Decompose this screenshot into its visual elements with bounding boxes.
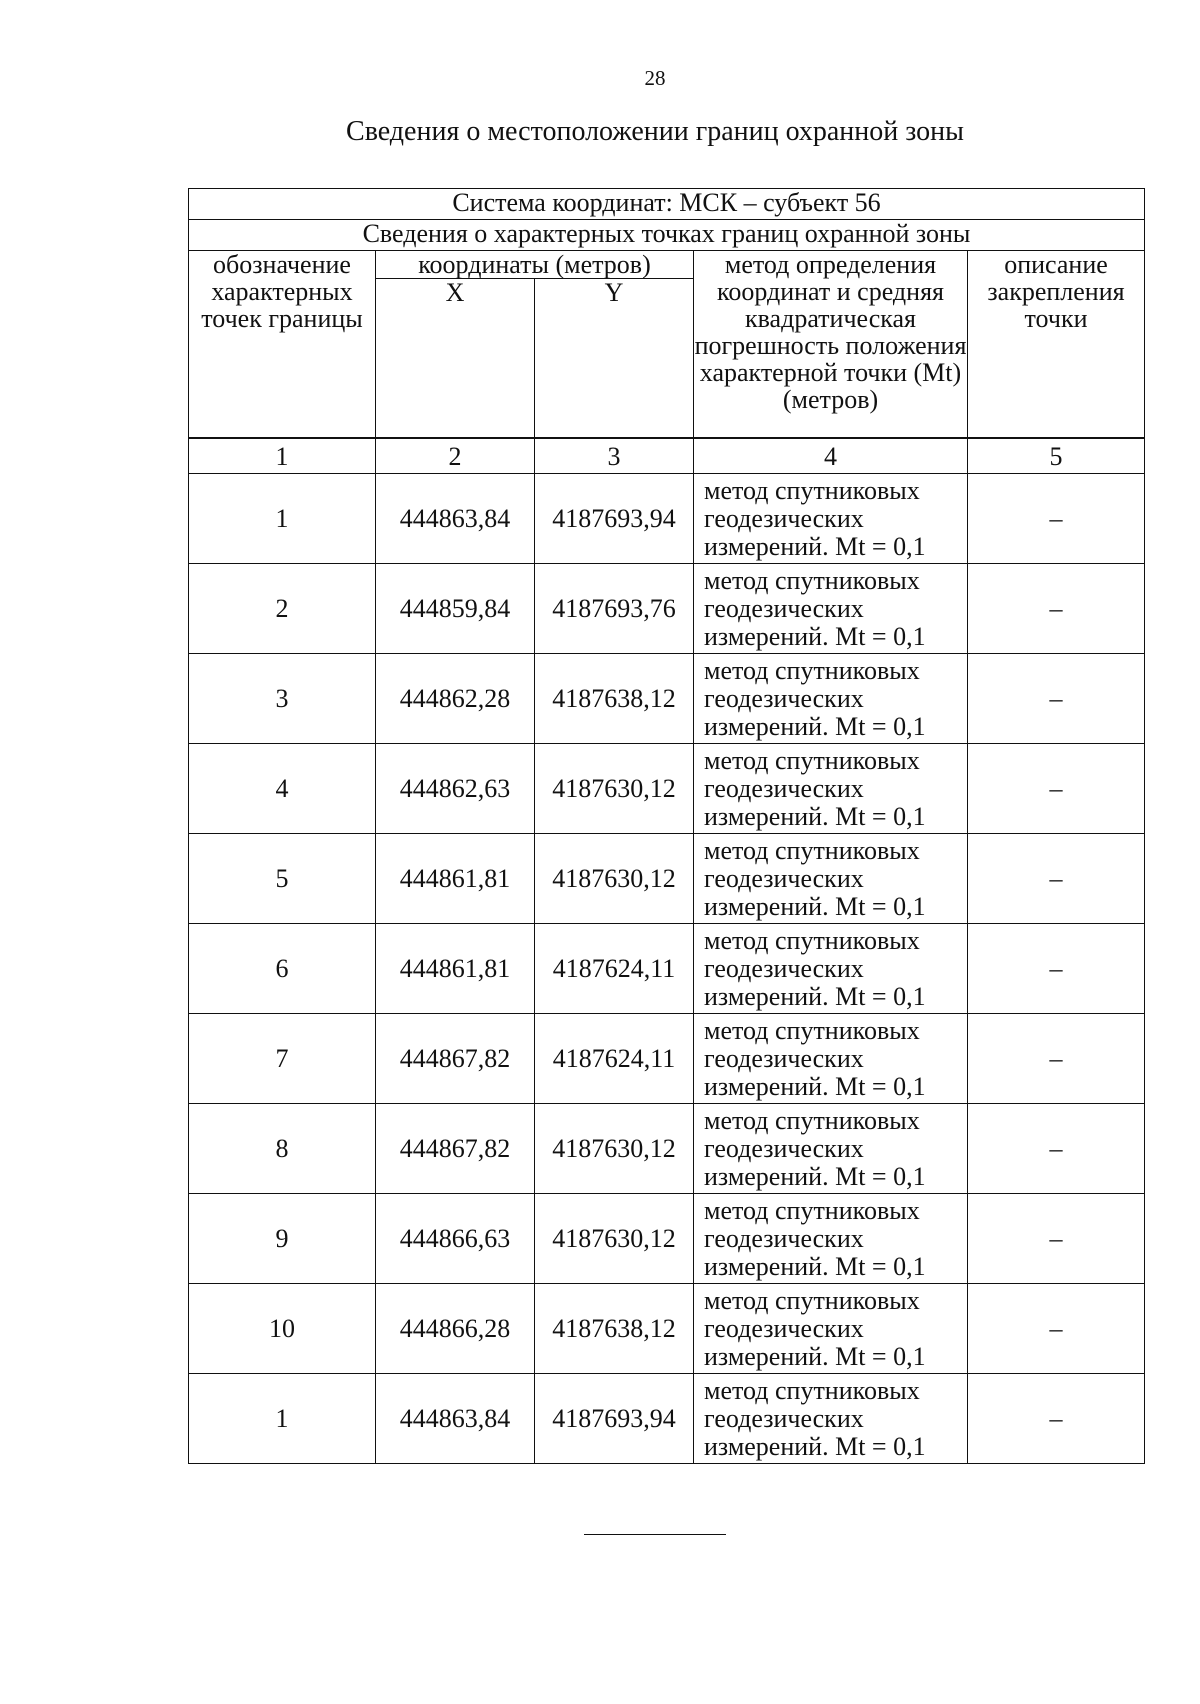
point-cell: 1 bbox=[189, 1374, 376, 1464]
point-cell: 3 bbox=[189, 654, 376, 744]
y-cell: 4187638,12 bbox=[535, 654, 694, 744]
description-cell: – bbox=[968, 1194, 1145, 1284]
point-cell: 7 bbox=[189, 1014, 376, 1104]
description-cell: – bbox=[968, 744, 1145, 834]
method-cell: метод спутниковых геодезических измерений. Mt = 0,1 bbox=[694, 924, 968, 1014]
description-cell: – bbox=[968, 564, 1145, 654]
section-title-row bbox=[189, 220, 1145, 251]
column-number: 4 bbox=[694, 438, 968, 474]
x-cell: 444861,81 bbox=[376, 834, 535, 924]
point-cell: 2 bbox=[189, 564, 376, 654]
header-point: обозначение характерных точек границы bbox=[189, 251, 376, 439]
x-cell: 444863,84 bbox=[376, 1374, 535, 1464]
description-cell: – bbox=[968, 1374, 1145, 1464]
coordinates-table bbox=[188, 188, 1145, 1464]
y-cell: 4187630,12 bbox=[535, 834, 694, 924]
column-number: 1 bbox=[189, 438, 376, 474]
coordinate-system-cell: Система координат: МСК – субъект 56 bbox=[189, 189, 1145, 220]
header-row bbox=[189, 251, 1145, 279]
table-row bbox=[189, 1194, 1145, 1284]
x-cell: 444859,84 bbox=[376, 564, 535, 654]
description-cell: – bbox=[968, 834, 1145, 924]
table-row bbox=[189, 654, 1145, 744]
method-cell: метод спутниковых геодезических измерений. Mt = 0,1 bbox=[694, 474, 968, 564]
x-cell: 444863,84 bbox=[376, 474, 535, 564]
header-y: Y bbox=[535, 279, 694, 439]
document-title: Сведения о местоположении границ охранной зоны bbox=[346, 116, 964, 147]
point-cell: 10 bbox=[189, 1284, 376, 1374]
method-cell: метод спутниковых геодезических измерений. Mt = 0,1 bbox=[694, 1014, 968, 1104]
method-cell: метод спутниковых геодезических измерений. Mt = 0,1 bbox=[694, 1104, 968, 1194]
x-cell: 444862,28 bbox=[376, 654, 535, 744]
method-cell: метод спутниковых геодезических измерений. Mt = 0,1 bbox=[694, 1194, 968, 1284]
header-coordinates: координаты (метров) bbox=[376, 251, 694, 279]
description-cell: – bbox=[968, 1104, 1145, 1194]
y-cell: 4187624,11 bbox=[535, 924, 694, 1014]
x-cell: 444867,82 bbox=[376, 1104, 535, 1194]
x-cell: 444866,28 bbox=[376, 1284, 535, 1374]
point-cell: 6 bbox=[189, 924, 376, 1014]
coordinates-table-body bbox=[189, 189, 1145, 1464]
column-number-row bbox=[189, 438, 1145, 474]
header-method: метод определения координат и средняя квадратическая погрешность положения характерной точки (Mt) (метров) bbox=[694, 251, 968, 439]
point-cell: 8 bbox=[189, 1104, 376, 1194]
table-row bbox=[189, 744, 1145, 834]
method-cell: метод спутниковых геодезических измерений. Mt = 0,1 bbox=[694, 564, 968, 654]
table-row bbox=[189, 834, 1145, 924]
table-row bbox=[189, 1374, 1145, 1464]
method-cell: метод спутниковых геодезических измерений. Mt = 0,1 bbox=[694, 654, 968, 744]
point-cell: 1 bbox=[189, 474, 376, 564]
header-x: X bbox=[376, 279, 535, 439]
point-cell: 4 bbox=[189, 744, 376, 834]
description-cell: – bbox=[968, 1284, 1145, 1374]
description-cell: – bbox=[968, 924, 1145, 1014]
section-title-cell: Сведения о характерных точках границ охранной зоны bbox=[189, 220, 1145, 251]
header-description: описание закрепления точки bbox=[968, 251, 1145, 439]
y-cell: 4187693,94 bbox=[535, 474, 694, 564]
y-cell: 4187630,12 bbox=[535, 1194, 694, 1284]
description-cell: – bbox=[968, 654, 1145, 744]
description-cell: – bbox=[968, 1014, 1145, 1104]
table-row bbox=[189, 1014, 1145, 1104]
table-row bbox=[189, 1104, 1145, 1194]
point-cell: 9 bbox=[189, 1194, 376, 1284]
method-cell: метод спутниковых геодезических измерений. Mt = 0,1 bbox=[694, 744, 968, 834]
closing-rule bbox=[584, 1534, 726, 1535]
y-cell: 4187638,12 bbox=[535, 1284, 694, 1374]
method-cell: метод спутниковых геодезических измерений. Mt = 0,1 bbox=[694, 1374, 968, 1464]
column-number: 3 bbox=[535, 438, 694, 474]
column-number: 5 bbox=[968, 438, 1145, 474]
column-number: 2 bbox=[376, 438, 535, 474]
y-cell: 4187693,76 bbox=[535, 564, 694, 654]
table-row bbox=[189, 564, 1145, 654]
description-cell: – bbox=[968, 474, 1145, 564]
x-cell: 444867,82 bbox=[376, 1014, 535, 1104]
table-row bbox=[189, 1284, 1145, 1374]
x-cell: 444861,81 bbox=[376, 924, 535, 1014]
table-row bbox=[189, 474, 1145, 564]
y-cell: 4187630,12 bbox=[535, 1104, 694, 1194]
page-number: 28 bbox=[644, 66, 666, 90]
method-cell: метод спутниковых геодезических измерений. Mt = 0,1 bbox=[694, 1284, 968, 1374]
x-cell: 444862,63 bbox=[376, 744, 535, 834]
table-row bbox=[189, 924, 1145, 1014]
method-cell: метод спутниковых геодезических измерений. Mt = 0,1 bbox=[694, 834, 968, 924]
x-cell: 444866,63 bbox=[376, 1194, 535, 1284]
y-cell: 4187693,94 bbox=[535, 1374, 694, 1464]
y-cell: 4187630,12 bbox=[535, 744, 694, 834]
coordinate-system-row bbox=[189, 189, 1145, 220]
y-cell: 4187624,11 bbox=[535, 1014, 694, 1104]
point-cell: 5 bbox=[189, 834, 376, 924]
